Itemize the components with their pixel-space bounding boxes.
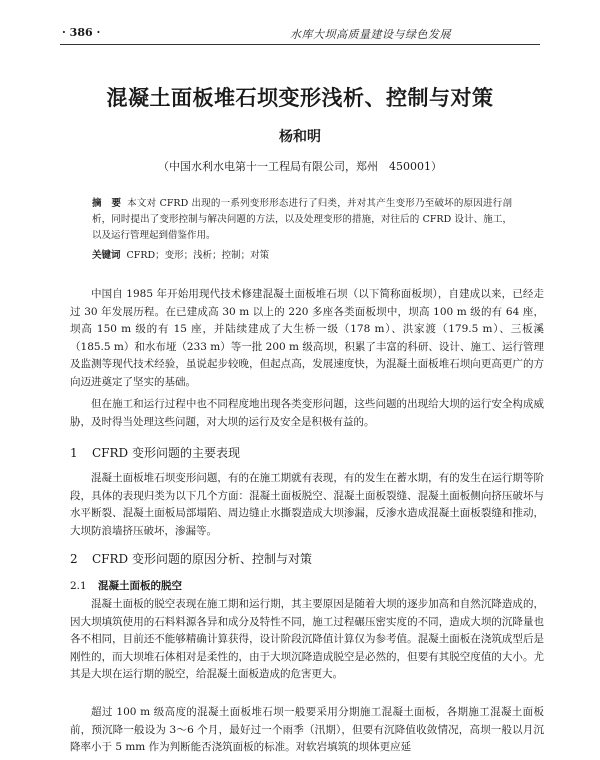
abstract (92, 196, 512, 244)
intro-paragraph-2: 但在施工和运行过程中也不同程度地出现各类变形问题，这些问题的出现给大坝的运行安全构成威胁，及时得当处理这些问题，对大坝的运行及安全是积极有益的。 (70, 398, 544, 428)
section-2-1-title: 混凝土面板的脱空 (98, 580, 182, 592)
paper-title: 混凝土面板堆石坝变形浅析、控制与对策 (106, 86, 494, 110)
abstract-label: 摘 要 (92, 198, 122, 209)
section-2-number: 2 (70, 552, 78, 566)
running-header (60, 22, 540, 45)
section-2-title: CFRD 变形问题的原因分析、控制与对策 (92, 552, 312, 566)
keywords-text: CFRD；变形；浅析；控制；对策 (126, 250, 270, 261)
keywords (92, 248, 512, 264)
section-1-number: 1 (70, 446, 78, 460)
page-number: · 386 · (62, 26, 101, 39)
section-2-1-paragraph-1: 混凝土面板的脱空表现在施工期和运行期，其主要原因是随着大坝的逐步加高和自然沉降造成的，因大坝填筑使用的石料料源各异和成分及特性不同，施工过程碾压密实度的不同，造成大坝的沉降量也各不相同，目前还不能够精确计算获得，设计阶段沉降值计算仅为参考值。混凝土面板在浇筑成型后是刚性的，而大坝堆石体相对是柔性的，由于大坝沉降造成脱空是必然的，但要有其脱空度值的大小。尤其是大坝在运行期的脱空，给混凝土面板造成的危害更大。 (70, 598, 544, 680)
abstract-text: 本文对 CFRD 出现的一系列变形形态进行了归类，并对其产生变形乃至破坏的原因进行剖析，同时提出了变形控制与解决问题的方法，以及处理变形的措施，对往后的 CFRD 设计、施工，以及运行管理起到借鉴作用。 (92, 198, 512, 241)
intro-paragraph-1: 中国自 1985 年开始用现代技术修建混凝土面板堆石坝（以下简称面板坝），自建成以来，已经走过 30 年发展历程。在已建成高 30 m 以上的 220 多座各类面板坝中，坝高 100 m 级的有 64 座，坝高 150 m 级的有 15 座，并陆续建成了大生桥一级（178 m）、洪家渡（179.5 m）、三板溪（185.5 m）和水布垭（233 m）等一批 200 m 级高坝，积累了丰富的科研、设计、施工、运行管理及监测等现代技术经验，虽说起步较晚，但起点高，发展速度快，为混凝土面板堆石坝向更高更广的方向迈进奠定了坚实的基础。 (70, 288, 544, 388)
section-2-heading (70, 550, 544, 567)
section-2-1-heading (70, 578, 544, 593)
section-2-1-paragraph-2: 超过 100 m 级高度的混凝土面板堆石坝一般要采用分期施工混凝土面板，各期施工混凝土面板前，预沉降一般设为 3～6 个月，最好过一个雨季（汛期），但要有沉降值收敛情况，高坝一般以月沉降率小于 5 mm 作为判断能否浇筑面板的标准。对软岩填筑的坝体更应延 (70, 706, 544, 753)
journal-name: 水库大坝高质量建设与绿色发展 (290, 28, 451, 41)
section-2-1-number: 2.1 (70, 580, 87, 592)
section-1-title: CFRD 变形问题的主要表现 (92, 446, 240, 460)
section-1-paragraph: 混凝土面板堆石坝变形问题，有的在施工期就有表现，有的发生在蓄水期，有的发生在运行期等阶段，具体的表现归类为以下几个方面：混凝土面板脱空、混凝土面板裂缝、混凝土面板侧向挤压破坏与水平断裂、混凝土面板局部塌陷、周边缝止水撕裂造成大坝渗漏，反渗水造成混凝土面板裂缝和推动，大坝防浪墙挤压破坏，渗漏等。 (70, 472, 544, 537)
section-1-heading (70, 444, 544, 461)
author-name: 杨和明 (279, 129, 321, 145)
author-affiliation: （中国水利水电第十一工程局有限公司，郑州 450001） (158, 160, 442, 173)
keywords-label: 关键词 (92, 250, 121, 261)
